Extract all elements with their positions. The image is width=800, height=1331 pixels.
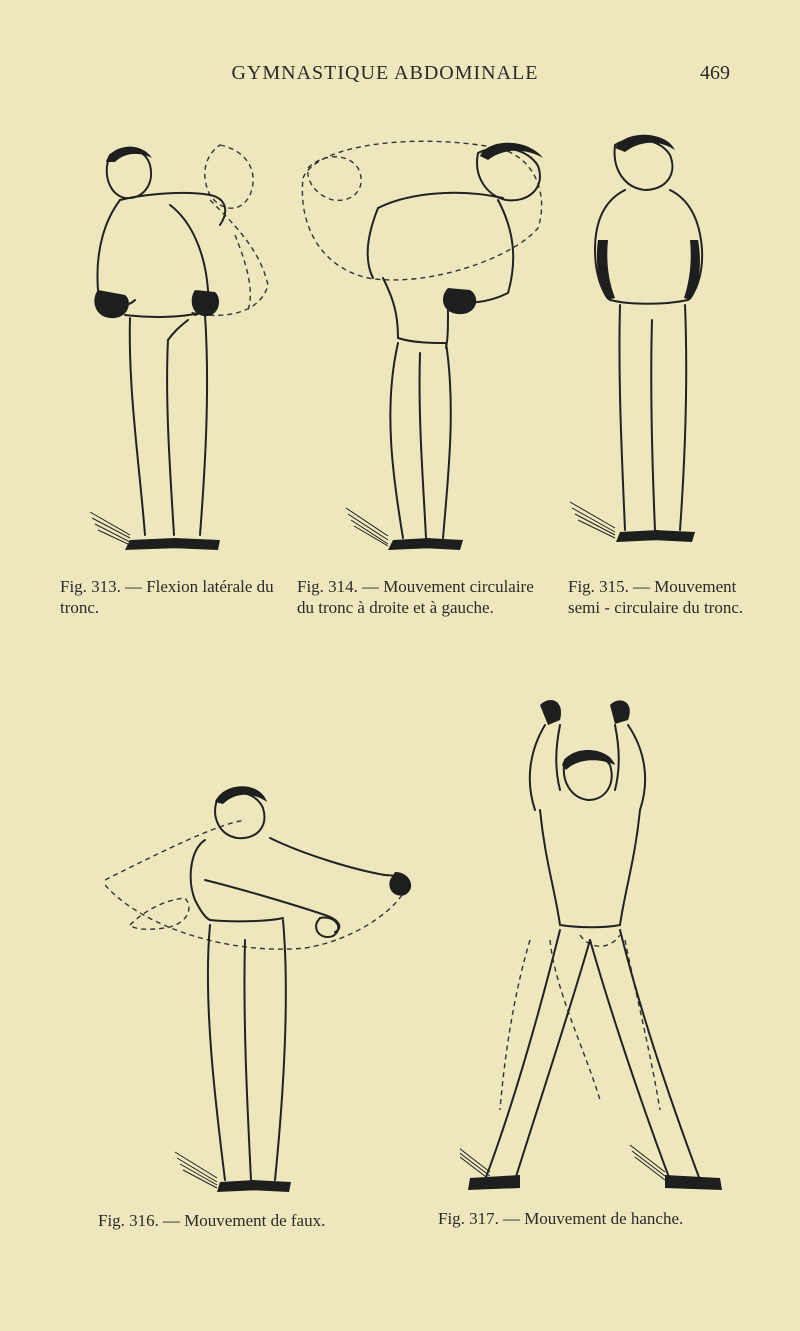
figure-314-label: Fig. 314. bbox=[297, 577, 358, 596]
figure-313-caption bbox=[60, 576, 285, 618]
running-title: GYMNASTIQUE ABDOMINALE bbox=[231, 62, 539, 84]
figure-315-illustration bbox=[560, 130, 710, 555]
figure-317-caption bbox=[438, 1208, 738, 1229]
figure-317-label: Fig. 317. bbox=[438, 1209, 499, 1228]
figure-313-illustration bbox=[70, 140, 285, 555]
figure-314-caption bbox=[297, 576, 537, 618]
figure-313-title: — Flexion latérale du tronc. bbox=[60, 577, 274, 617]
figure-314-illustration bbox=[298, 138, 558, 553]
figure-314-title: — Mouvement circulaire du tronc à droite et à gauche. bbox=[297, 577, 534, 617]
figure-317-illustration bbox=[460, 690, 730, 1195]
page-header bbox=[0, 62, 800, 92]
figure-316-label: Fig. 316. bbox=[98, 1211, 159, 1230]
page-number: 469 bbox=[700, 62, 730, 84]
figure-315-caption bbox=[568, 576, 748, 618]
figure-315-label: Fig. 315. bbox=[568, 577, 629, 596]
figure-313-label: Fig. 313. bbox=[60, 577, 121, 596]
figure-316-title: — Mouvement de faux. bbox=[162, 1211, 326, 1230]
figure-316-caption bbox=[98, 1210, 388, 1231]
figure-316-illustration bbox=[105, 780, 425, 1195]
figure-315-title: — Mouvement semi - circulaire du tronc. bbox=[568, 577, 744, 617]
figure-317-title: — Mouvement de hanche. bbox=[502, 1209, 684, 1228]
